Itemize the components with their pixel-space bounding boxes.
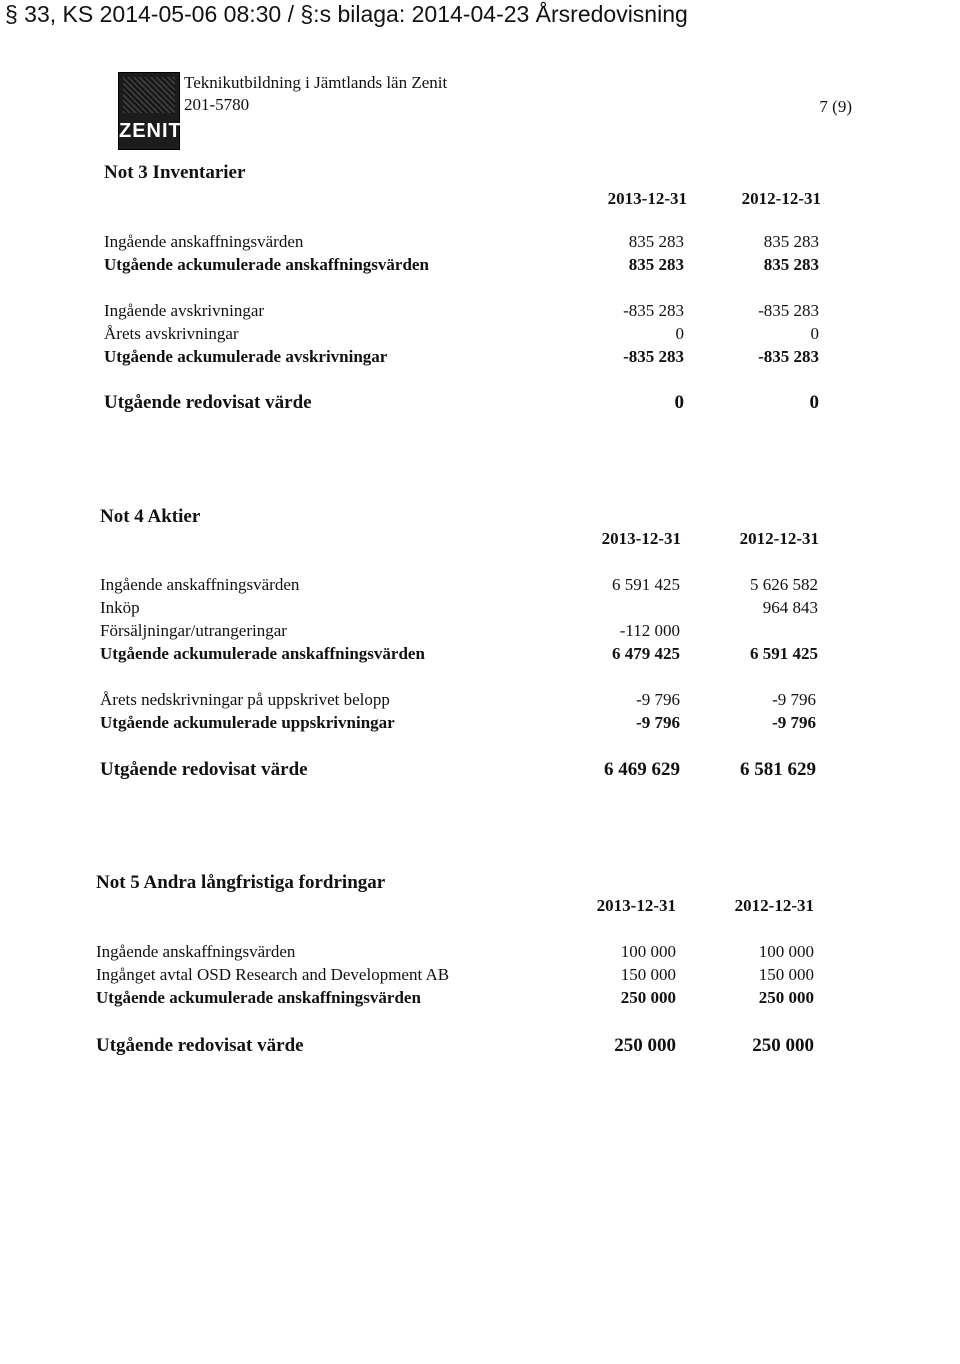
note-title: Not 3 Inventarier — [104, 162, 246, 183]
value-2012: -9 796 — [772, 713, 816, 732]
org-number: 201-5780 — [184, 95, 250, 114]
table-row — [96, 965, 856, 987]
value-2013: 100 000 — [620, 942, 676, 961]
value-2012: -835 283 — [758, 347, 819, 366]
table-row — [100, 644, 860, 666]
value-2013: 6 469 629 — [604, 759, 680, 780]
value-2013: 835 283 — [628, 232, 684, 251]
value-2012: 835 283 — [763, 232, 819, 251]
row-label: Ingående anskaffningsvärden — [96, 942, 296, 961]
value-2012: 0 — [809, 392, 819, 413]
value-2012: 835 283 — [763, 255, 819, 274]
logo-text: ZENIT — [119, 120, 182, 142]
org-name: Teknikutbildning i Jämtlands län Zenit — [184, 73, 448, 92]
zenit-logo — [118, 72, 180, 150]
value-2012: 5 626 582 — [750, 575, 818, 594]
page-number: 7 (9) — [819, 97, 852, 116]
value-2013: -835 283 — [623, 301, 684, 320]
column-header-2013: 2013-12-31 — [596, 896, 676, 915]
table-row — [100, 621, 860, 643]
value-2013: -835 283 — [623, 347, 684, 366]
row-label: Årets nedskrivningar på uppskrivet belopp — [100, 690, 390, 709]
row-label: Utgående redovisat värde — [104, 392, 312, 413]
row-label: Ingånget avtal OSD Research and Development AB — [96, 965, 450, 984]
value-2013: 0 — [675, 324, 684, 343]
table-row — [100, 759, 860, 781]
value-2012: 6 591 425 — [750, 644, 818, 663]
value-2013: -112 000 — [619, 621, 680, 640]
row-label: Försäljningar/utrangeringar — [100, 621, 287, 640]
value-2013: 250 000 — [614, 1035, 676, 1056]
row-label: Årets avskrivningar — [104, 324, 239, 343]
table-row — [96, 1035, 856, 1057]
note-title: Not 4 Aktier — [100, 506, 201, 527]
table-row — [104, 324, 864, 346]
table-row — [100, 690, 860, 712]
column-header-2013: 2013-12-31 — [601, 529, 681, 548]
row-label: Utgående redovisat värde — [96, 1035, 304, 1056]
table-row — [96, 988, 856, 1010]
value-2013: 6 479 425 — [612, 644, 680, 663]
table-row — [100, 598, 860, 620]
row-label: Inköp — [100, 598, 140, 617]
column-header-2012: 2012-12-31 — [739, 529, 819, 548]
value-2013: -9 796 — [636, 690, 680, 709]
logo-grain — [123, 77, 175, 113]
table-row — [100, 575, 860, 597]
row-label: Utgående ackumulerade anskaffningsvärden — [96, 988, 421, 1007]
value-2012: 250 000 — [758, 988, 814, 1007]
row-label: Ingående anskaffningsvärden — [100, 575, 300, 594]
value-2012: 100 000 — [758, 942, 814, 961]
value-2012: 0 — [810, 324, 819, 343]
note-title: Not 5 Andra långfristiga fordringar — [96, 872, 386, 893]
row-label: Ingående avskrivningar — [104, 301, 265, 320]
table-row — [104, 392, 864, 414]
table-row — [100, 713, 860, 735]
value-2012: 964 843 — [762, 598, 818, 617]
column-header-2012: 2012-12-31 — [734, 896, 814, 915]
value-2013: 6 591 425 — [612, 575, 680, 594]
value-2013: -9 796 — [636, 713, 680, 732]
row-label: Utgående ackumulerade uppskrivningar — [100, 713, 395, 732]
table-row — [104, 347, 864, 369]
column-header-2012: 2012-12-31 — [741, 189, 821, 208]
value-2013: 835 283 — [628, 255, 684, 274]
value-2013: 0 — [674, 392, 684, 413]
column-header-2013: 2013-12-31 — [607, 189, 687, 208]
value-2013: 250 000 — [620, 988, 676, 1007]
value-2013: 150 000 — [620, 965, 676, 984]
value-2012: -9 796 — [772, 690, 816, 709]
table-row — [104, 301, 864, 323]
row-label: Ingående anskaffningsvärden — [104, 232, 304, 251]
row-label: Utgående redovisat värde — [100, 759, 308, 780]
row-label: Utgående ackumulerade anskaffningsvärden — [100, 644, 425, 663]
row-label: Utgående ackumulerade anskaffningsvärden — [104, 255, 429, 274]
value-2012: 6 581 629 — [740, 759, 816, 780]
value-2012: 150 000 — [758, 965, 814, 984]
table-row — [96, 942, 856, 964]
document-banner: § 33, KS 2014-05-06 08:30 / §:s bilaga: 2014-04-23 Årsredovisning — [5, 1, 688, 27]
table-row — [104, 255, 864, 277]
row-label: Utgående ackumulerade avskrivningar — [104, 347, 388, 366]
value-2012: -835 283 — [758, 301, 819, 320]
value-2012: 250 000 — [752, 1035, 814, 1056]
table-row — [104, 232, 864, 254]
